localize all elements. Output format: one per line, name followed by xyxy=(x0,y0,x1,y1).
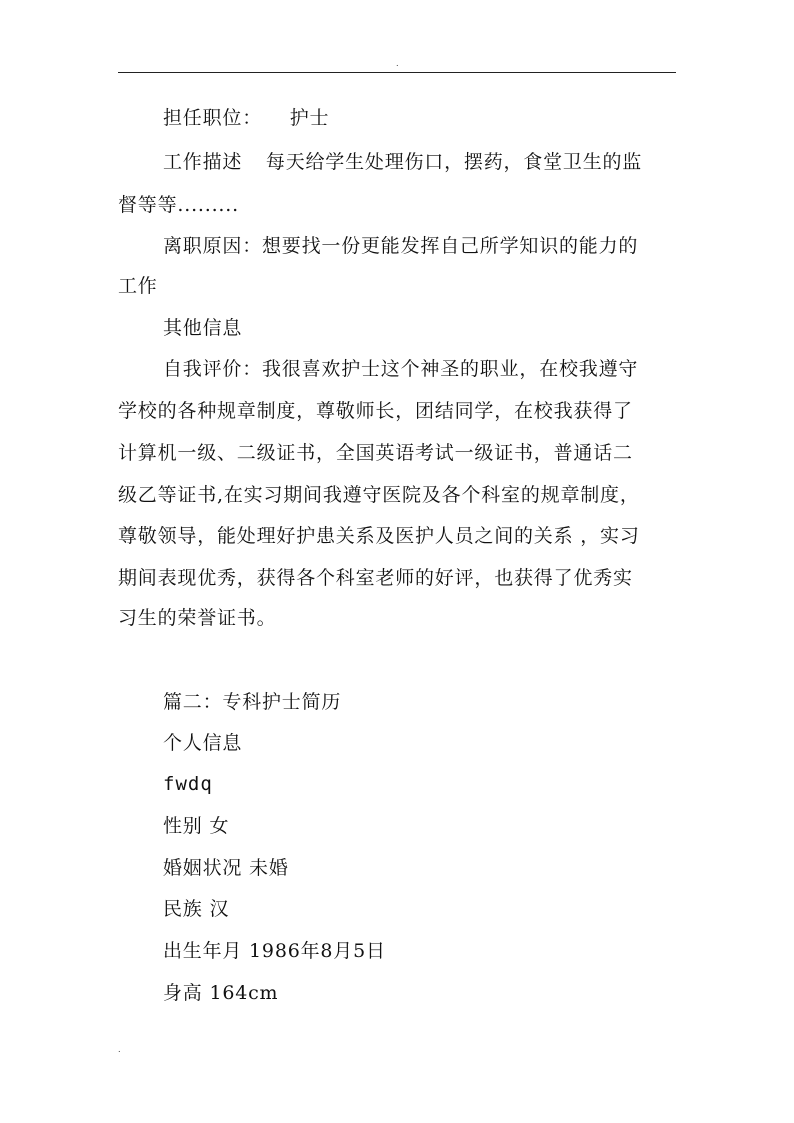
job-desc-label: 工作描述 xyxy=(163,151,243,173)
gender-line: 性别 女 xyxy=(163,815,230,837)
personal-info-heading: 个人信息 xyxy=(163,732,243,754)
position-label: 担任职位： xyxy=(163,107,263,129)
footer-mark: . xyxy=(118,1045,121,1054)
other-info-heading: 其他信息 xyxy=(163,317,243,339)
self-eval-line-7: 习生的荣誉证书。 xyxy=(118,607,277,629)
self-eval-line-6: 期间表现优秀，获得各个科室老师的好评，也获得了优秀实 xyxy=(118,567,633,589)
position-line xyxy=(163,106,329,130)
section2-title: 篇二：专科护士简历 xyxy=(163,691,342,713)
marital-status-line: 婚姻状况 未婚 xyxy=(163,857,289,879)
header-rule xyxy=(118,72,676,73)
self-eval-line-4: 级乙等证书,在实习期间我遵守医院及各个科室的规章制度， xyxy=(118,484,640,506)
self-eval-line-1: 自我评价：我很喜欢护士这个神圣的职业，在校我遵守 xyxy=(163,358,639,380)
position-value: 护士 xyxy=(289,107,330,129)
self-eval-line-2: 学校的各种规章制度，尊敬师长，团结同学，在校我获得了 xyxy=(118,400,633,422)
leave-reason-continuation: 工作 xyxy=(118,275,158,297)
birth-date-line: 出生年月 1986年8月5日 xyxy=(163,940,386,962)
leave-reason-line: 离职原因：想要找一份更能发挥自己所学知识的能力的 xyxy=(163,235,639,257)
ethnicity-line: 民族 汉 xyxy=(163,898,230,920)
job-desc-continuation: 督等等......... xyxy=(118,194,239,216)
self-eval-line-5: 尊敬领导，能处理好护患关系及医护人员之间的关系 ，实习 xyxy=(118,525,640,547)
self-eval-line-3: 计算机一级、二级证书，全国英语考试一级证书，普通话二 xyxy=(118,442,633,464)
header-mark: . xyxy=(396,59,399,68)
job-description-line xyxy=(163,150,642,174)
height-line: 身高 164cm xyxy=(163,982,279,1004)
job-desc-text: 每天给学生处理伤口，摆药，食堂卫生的监 xyxy=(265,151,643,173)
name-value: fwdq xyxy=(163,773,213,795)
